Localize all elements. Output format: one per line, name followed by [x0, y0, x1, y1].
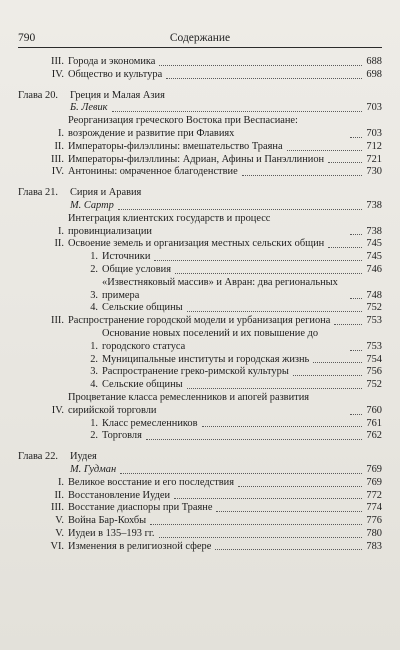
- section-title: Восстановление Иудеи: [68, 489, 171, 501]
- chapter-label: Глава 20.: [18, 89, 58, 101]
- toc-section: [18, 238, 382, 251]
- section-title: Распространение городской модели и урбанизация региона: [68, 315, 331, 327]
- page-ref: 761: [366, 417, 382, 429]
- subsection-title: Торговля: [102, 430, 142, 442]
- section-title: Реорганизация греческого Востока при Веспасиане: возрождение и развитие при Флавиях: [68, 115, 298, 139]
- page-ref: 756: [366, 366, 382, 378]
- page-ref: 738: [366, 199, 382, 211]
- header-rule: [18, 47, 382, 48]
- section-title: Интеграция клиентских государств и процесс провинциализации: [68, 212, 271, 237]
- dot-leader: [328, 246, 362, 248]
- dot-leader: [202, 425, 363, 427]
- section-number: I.: [57, 476, 64, 488]
- page-ref: 721: [366, 153, 382, 165]
- section-number: II.: [54, 238, 64, 250]
- dot-leader: [242, 174, 363, 176]
- subsection-title: Сельские общины: [102, 302, 183, 314]
- dot-leader: [293, 374, 363, 376]
- section-number: I.: [57, 225, 64, 237]
- page-ref: 738: [366, 225, 382, 237]
- toc-section: [18, 392, 382, 418]
- page-ref: 774: [366, 502, 382, 514]
- chapter-heading: [18, 187, 382, 200]
- chapter-author: М. Сартр: [70, 199, 114, 211]
- subsection-title: «Известняковый массив» и Авран: два региональных примера: [102, 276, 338, 301]
- section-number: III.: [51, 315, 64, 327]
- section-number: II.: [54, 489, 64, 501]
- section-title: Изменения в религиозной сфере: [68, 540, 212, 552]
- chapter-label: Глава 21.: [18, 187, 58, 199]
- toc-section: [18, 490, 382, 503]
- dot-leader: [154, 259, 362, 261]
- dot-leader: [118, 208, 363, 210]
- section-title: Процветание класса ремесленников и апогей развития сирийской торговли: [68, 391, 310, 416]
- dot-leader: [174, 497, 362, 499]
- dot-leader: [328, 161, 362, 163]
- toc-subsection: [18, 354, 382, 367]
- toc-subsection: [18, 418, 382, 431]
- toc-subsection: [18, 302, 382, 315]
- section-title: Иудеи в 135–193 гг.: [68, 527, 155, 539]
- subsection-number: 3.: [90, 289, 98, 301]
- chapter-author-row: [18, 200, 382, 213]
- dot-leader: [216, 510, 362, 512]
- subsection-title: Муниципальные институты и городская жизнь: [102, 353, 310, 365]
- toc-section: [18, 115, 382, 141]
- page-number: 790: [18, 32, 36, 44]
- subsection-number: 2.: [90, 430, 98, 442]
- page-ref: 772: [366, 489, 382, 501]
- page-ref: 776: [366, 515, 382, 527]
- section-title: Императоры-филэллины: вмешательство Траяна: [68, 140, 283, 152]
- section-number: V.: [55, 515, 64, 527]
- dot-leader: [112, 110, 363, 112]
- dot-leader: [120, 472, 362, 474]
- subsection-number: 1.: [90, 251, 98, 263]
- subsection-number: 1.: [90, 340, 98, 352]
- toc-section: [18, 502, 382, 515]
- toc-section: [18, 166, 382, 179]
- chapter-author-row: [18, 464, 382, 477]
- page-ref: 769: [366, 476, 382, 488]
- chapter-author-row: [18, 102, 382, 115]
- section-number: IV.: [51, 68, 64, 80]
- toc-subsection: [18, 264, 382, 277]
- dot-leader: [215, 548, 362, 550]
- page-ref: 754: [366, 353, 382, 365]
- section-title: Восстание диаспоры при Траяне: [68, 502, 213, 514]
- chapter-title: Сирия и Аравия: [70, 187, 142, 199]
- section-title: Города и экономика: [68, 56, 156, 67]
- toc-subsection: [18, 328, 382, 354]
- section-number: III.: [51, 56, 64, 67]
- subsection-title: Класс ремесленников: [102, 417, 198, 429]
- page-ref: 752: [366, 379, 382, 391]
- toc-section: [18, 528, 382, 541]
- dot-leader: [159, 64, 362, 66]
- running-title: Содержание: [169, 32, 231, 44]
- dot-leader: [146, 438, 363, 440]
- chapter-label: Глава 22.: [18, 451, 58, 463]
- subsection-title: Источники: [102, 251, 151, 263]
- subsection-title: Сельские общины: [102, 379, 183, 391]
- dot-leader: [287, 149, 363, 151]
- subsection-number: 2.: [90, 353, 98, 365]
- chapter-title: Греция и Малая Азия: [70, 89, 165, 101]
- section-number: V.: [55, 527, 64, 539]
- page-ref: 760: [366, 404, 382, 416]
- toc-subsection: [18, 430, 382, 443]
- page-ref: 753: [366, 315, 382, 327]
- section-number: VI.: [50, 540, 64, 552]
- subsection-title: Основание новых поселений и их повышение до городского статуса: [102, 327, 319, 352]
- page-ref: 745: [366, 251, 382, 263]
- page-ref: 745: [366, 238, 382, 250]
- chapter-title: Иудея: [70, 451, 97, 463]
- toc-subsection: [18, 251, 382, 264]
- page-ref: 752: [366, 302, 382, 314]
- toc-section: [18, 213, 382, 239]
- toc-section: [18, 541, 382, 554]
- toc-subsection: [18, 379, 382, 392]
- dot-leader: [150, 523, 362, 525]
- dot-leader: [187, 387, 363, 389]
- dot-leader: [313, 361, 362, 363]
- section-number: IV.: [51, 404, 64, 416]
- section-number: IV.: [51, 166, 64, 178]
- toc-section: [18, 477, 382, 490]
- section-title: Война Бар-Кохбы: [68, 515, 147, 527]
- section-number: III.: [51, 502, 64, 514]
- chapter-author: М. Гудман: [70, 463, 117, 475]
- dot-leader: [350, 136, 362, 138]
- dot-leader: [166, 77, 362, 79]
- dot-leader: [334, 323, 362, 325]
- page-ref: 703: [366, 127, 382, 139]
- chapter-author: Б. Левик: [70, 102, 108, 114]
- section-title: Антонины: омраченное благоденствие: [68, 166, 238, 178]
- page-ref: 783: [366, 540, 382, 552]
- page-ref: 748: [366, 289, 382, 301]
- section-title: Освоение земель и организация местных сельских общин: [68, 238, 325, 250]
- subsection-title: Общие условия: [102, 263, 171, 275]
- section-title: Императоры-филэллины: Адриан, Афины и Панэллинион: [68, 153, 325, 165]
- toc-section: [18, 69, 382, 82]
- dot-leader: [238, 485, 362, 487]
- dot-leader: [350, 233, 362, 235]
- subsection-title: Распространение греко-римской культуры: [102, 366, 289, 378]
- chapter-heading: [18, 90, 382, 103]
- subsection-number: 3.: [90, 366, 98, 378]
- section-title: Великое восстание и его последствия: [68, 476, 235, 488]
- page-ref: 730: [366, 166, 382, 178]
- page-ref: 753: [366, 340, 382, 352]
- dot-leader: [350, 413, 362, 415]
- section-number: II.: [54, 140, 64, 152]
- running-header: [18, 30, 382, 46]
- page-ref: 769: [366, 463, 382, 475]
- dot-leader: [350, 297, 362, 299]
- toc-subsection: [18, 366, 382, 379]
- toc-section: [18, 315, 382, 328]
- section-number: III.: [51, 153, 64, 165]
- toc-section: [18, 515, 382, 528]
- toc-section: [18, 154, 382, 167]
- dot-leader: [350, 349, 362, 351]
- table-of-contents: [18, 56, 382, 553]
- toc-section: [18, 141, 382, 154]
- toc-subsection: [18, 277, 382, 303]
- page-ref: 698: [366, 68, 382, 80]
- chapter-heading: [18, 451, 382, 464]
- dot-leader: [159, 536, 363, 538]
- page-ref: 762: [366, 430, 382, 442]
- toc-section: [18, 56, 382, 69]
- dot-leader: [187, 310, 363, 312]
- page-ref: 703: [366, 102, 382, 114]
- page-ref: 746: [366, 263, 382, 275]
- subsection-number: 1.: [90, 417, 98, 429]
- page-ref: 712: [366, 140, 382, 152]
- subsection-number: 4.: [90, 302, 98, 314]
- section-number: I.: [57, 127, 64, 139]
- subsection-number: 4.: [90, 379, 98, 391]
- page-ref: 688: [366, 56, 382, 67]
- section-title: Общество и культура: [68, 68, 163, 80]
- page-ref: 780: [366, 527, 382, 539]
- dot-leader: [175, 272, 362, 274]
- subsection-number: 2.: [90, 263, 98, 275]
